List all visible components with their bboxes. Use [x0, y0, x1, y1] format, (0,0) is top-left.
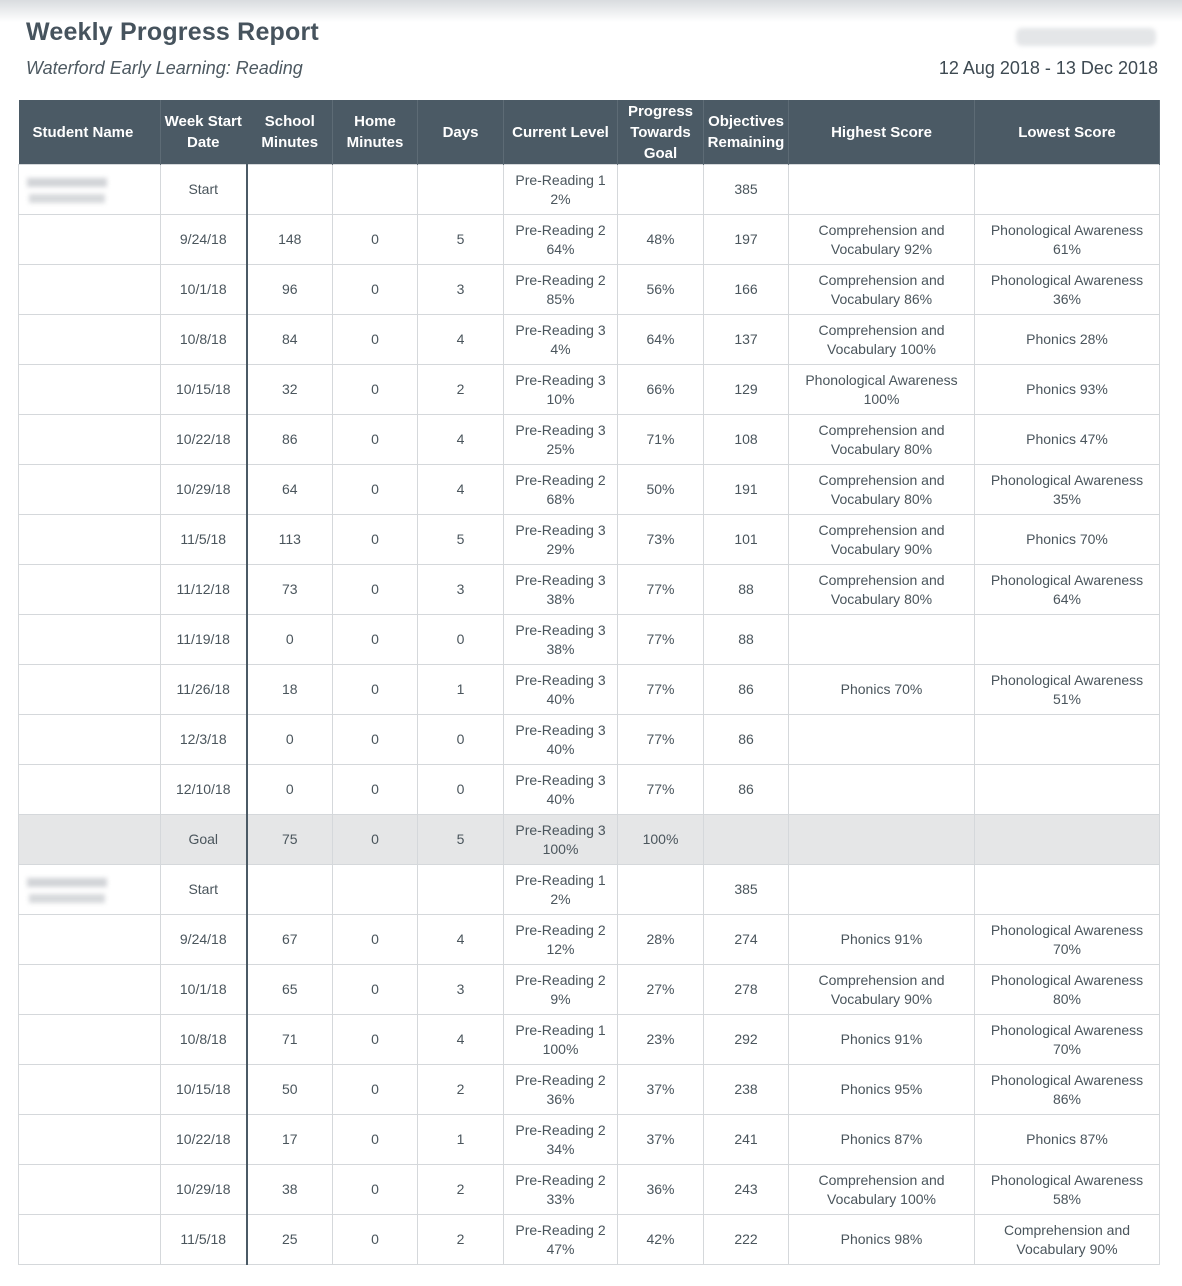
school-minutes-cell: 0 [247, 765, 333, 815]
week-start-date-cell: 11/19/18 [161, 615, 247, 665]
highest-score-cell: Phonics 87% [789, 1115, 975, 1165]
days-cell: 5 [418, 815, 504, 865]
days-cell: 4 [418, 415, 504, 465]
current-level-cell: Pre-Reading 3 29% [504, 515, 618, 565]
school-minutes-cell: 18 [247, 665, 333, 715]
home-minutes-cell: 0 [333, 365, 418, 415]
week-start-date-cell: Goal [161, 815, 247, 865]
lowest-score-cell: Phonological Awareness 86% [975, 1065, 1160, 1115]
lowest-score-cell: Phonics 70% [975, 515, 1160, 565]
week-start-date-cell: 11/12/18 [161, 565, 247, 615]
progress-towards-goal-cell: 77% [618, 565, 704, 615]
highest-score-cell: Phonics 98% [789, 1215, 975, 1265]
column-header-student-name[interactable]: Student Name [19, 100, 161, 165]
highest-score-cell [789, 865, 975, 915]
current-level-cell: Pre-Reading 3 40% [504, 665, 618, 715]
student-name-cell [19, 315, 161, 365]
days-cell: 3 [418, 265, 504, 315]
redacted-student-name [27, 174, 111, 206]
progress-towards-goal-cell: 23% [618, 1015, 704, 1065]
objectives-remaining-cell: 385 [704, 165, 789, 215]
home-minutes-cell: 0 [333, 1015, 418, 1065]
table-row [19, 1015, 1160, 1065]
week-start-date-cell: 12/10/18 [161, 765, 247, 815]
lowest-score-cell: Phonics 28% [975, 315, 1160, 365]
school-minutes-cell: 64 [247, 465, 333, 515]
current-level-cell: Pre-Reading 2 85% [504, 265, 618, 315]
table-row [19, 265, 1160, 315]
current-level-cell: Pre-Reading 2 9% [504, 965, 618, 1015]
progress-towards-goal-cell: 36% [618, 1165, 704, 1215]
school-minutes-cell: 32 [247, 365, 333, 415]
report-subtitle: Waterford Early Learning: Reading [26, 58, 303, 78]
highest-score-cell [789, 815, 975, 865]
progress-towards-goal-cell: 64% [618, 315, 704, 365]
days-cell: 3 [418, 965, 504, 1015]
current-level-cell: Pre-Reading 3 38% [504, 615, 618, 665]
home-minutes-cell: 0 [333, 715, 418, 765]
highest-score-cell: Comprehension and Vocabulary 90% [789, 965, 975, 1015]
table-row [19, 465, 1160, 515]
lowest-score-cell: Phonological Awareness 80% [975, 965, 1160, 1015]
days-cell: 5 [418, 515, 504, 565]
lowest-score-cell: Phonological Awareness 58% [975, 1165, 1160, 1215]
table-row [19, 1115, 1160, 1165]
progress-towards-goal-cell: 77% [618, 715, 704, 765]
student-name-cell [19, 915, 161, 965]
home-minutes-cell: 0 [333, 1065, 418, 1115]
objectives-remaining-cell [704, 815, 789, 865]
progress-towards-goal-cell: 42% [618, 1215, 704, 1265]
student-name-cell [19, 165, 161, 215]
current-level-cell: Pre-Reading 3 100% [504, 815, 618, 865]
table-row [19, 315, 1160, 365]
lowest-score-cell [975, 865, 1160, 915]
student-name-cell [19, 265, 161, 315]
table-header-row [19, 100, 1160, 165]
days-cell: 2 [418, 1065, 504, 1115]
school-minutes-cell: 71 [247, 1015, 333, 1065]
progress-towards-goal-cell: 77% [618, 665, 704, 715]
school-minutes-cell: 84 [247, 315, 333, 365]
objectives-remaining-cell: 137 [704, 315, 789, 365]
current-level-cell: Pre-Reading 2 36% [504, 1065, 618, 1115]
school-minutes-cell [247, 165, 333, 215]
highest-score-cell: Comprehension and Vocabulary 90% [789, 515, 975, 565]
highest-score-cell: Phonics 95% [789, 1065, 975, 1115]
objectives-remaining-cell: 238 [704, 1065, 789, 1115]
home-minutes-cell: 0 [333, 565, 418, 615]
week-start-date-cell: 10/15/18 [161, 365, 247, 415]
objectives-remaining-cell: 292 [704, 1015, 789, 1065]
highest-score-cell: Comprehension and Vocabulary 80% [789, 465, 975, 515]
home-minutes-cell: 0 [333, 1165, 418, 1215]
objectives-remaining-cell: 88 [704, 565, 789, 615]
progress-towards-goal-cell: 71% [618, 415, 704, 465]
lowest-score-cell: Phonological Awareness 70% [975, 1015, 1160, 1065]
home-minutes-cell: 0 [333, 515, 418, 565]
school-minutes-cell: 67 [247, 915, 333, 965]
home-minutes-cell: 0 [333, 265, 418, 315]
week-start-date-cell: 10/1/18 [161, 265, 247, 315]
highest-score-cell [789, 765, 975, 815]
lowest-score-cell: Comprehension and Vocabulary 90% [975, 1215, 1160, 1265]
student-name-cell [19, 415, 161, 465]
home-minutes-cell: 0 [333, 915, 418, 965]
objectives-remaining-cell: 166 [704, 265, 789, 315]
week-start-date-cell: 10/8/18 [161, 315, 247, 365]
student-name-cell [19, 765, 161, 815]
home-minutes-cell: 0 [333, 1215, 418, 1265]
highest-score-cell: Comprehension and Vocabulary 92% [789, 215, 975, 265]
days-cell: 4 [418, 315, 504, 365]
student-name-cell [19, 965, 161, 1015]
column-header-current-level[interactable]: Current Level [504, 100, 618, 165]
home-minutes-cell: 0 [333, 765, 418, 815]
week-start-date-cell: Start [161, 165, 247, 215]
current-level-cell: Pre-Reading 2 47% [504, 1215, 618, 1265]
progress-table [18, 100, 1160, 1265]
progress-towards-goal-cell: 48% [618, 215, 704, 265]
home-minutes-cell: 0 [333, 1115, 418, 1165]
student-name-cell [19, 1165, 161, 1215]
home-minutes-cell: 0 [333, 965, 418, 1015]
school-minutes-cell: 113 [247, 515, 333, 565]
progress-towards-goal-cell: 27% [618, 965, 704, 1015]
student-name-cell [19, 665, 161, 715]
progress-towards-goal-cell: 100% [618, 815, 704, 865]
table-row [19, 365, 1160, 415]
highest-score-cell [789, 165, 975, 215]
highest-score-cell: Comprehension and Vocabulary 80% [789, 415, 975, 465]
week-start-date-cell: 10/1/18 [161, 965, 247, 1015]
school-minutes-cell: 86 [247, 415, 333, 465]
days-cell: 1 [418, 1115, 504, 1165]
objectives-remaining-cell: 86 [704, 765, 789, 815]
student-name-cell [19, 1015, 161, 1065]
current-level-cell: Pre-Reading 2 33% [504, 1165, 618, 1215]
objectives-remaining-cell: 241 [704, 1115, 789, 1165]
days-cell: 2 [418, 1215, 504, 1265]
column-header-highest-score[interactable]: Highest Score [789, 100, 975, 165]
table-body [19, 165, 1160, 1265]
school-minutes-cell: 38 [247, 1165, 333, 1215]
progress-towards-goal-cell: 77% [618, 615, 704, 665]
highest-score-cell: Phonological Awareness 100% [789, 365, 975, 415]
objectives-remaining-cell: 86 [704, 715, 789, 765]
days-cell [418, 865, 504, 915]
home-minutes-cell: 0 [333, 815, 418, 865]
highest-score-cell [789, 615, 975, 665]
lowest-score-cell [975, 815, 1160, 865]
table-row [19, 215, 1160, 265]
objectives-remaining-cell: 101 [704, 515, 789, 565]
week-start-date-cell: 10/15/18 [161, 1065, 247, 1115]
highest-score-cell: Phonics 91% [789, 1015, 975, 1065]
objectives-remaining-cell: 278 [704, 965, 789, 1015]
student-name-cell [19, 715, 161, 765]
school-minutes-cell: 65 [247, 965, 333, 1015]
progress-towards-goal-cell: 37% [618, 1065, 704, 1115]
current-level-cell: Pre-Reading 1 2% [504, 865, 618, 915]
week-start-date-cell: 11/5/18 [161, 515, 247, 565]
days-cell: 3 [418, 565, 504, 615]
days-cell: 5 [418, 215, 504, 265]
current-level-cell: Pre-Reading 2 64% [504, 215, 618, 265]
student-name-cell [19, 215, 161, 265]
objectives-remaining-cell: 191 [704, 465, 789, 515]
home-minutes-cell: 0 [333, 215, 418, 265]
lowest-score-cell: Phonological Awareness 35% [975, 465, 1160, 515]
current-level-cell: Pre-Reading 3 25% [504, 415, 618, 465]
student-name-cell [19, 1115, 161, 1165]
student-name-cell [19, 615, 161, 665]
school-minutes-cell: 75 [247, 815, 333, 865]
week-start-date-cell: 10/29/18 [161, 1165, 247, 1215]
school-minutes-cell: 50 [247, 1065, 333, 1115]
current-level-cell: Pre-Reading 3 38% [504, 565, 618, 615]
student-name-cell [19, 815, 161, 865]
week-start-date-cell: 10/22/18 [161, 1115, 247, 1165]
week-start-date-cell: 11/5/18 [161, 1215, 247, 1265]
current-level-cell: Pre-Reading 3 4% [504, 315, 618, 365]
current-level-cell: Pre-Reading 3 40% [504, 715, 618, 765]
home-minutes-cell: 0 [333, 465, 418, 515]
home-minutes-cell: 0 [333, 665, 418, 715]
lowest-score-cell [975, 715, 1160, 765]
progress-towards-goal-cell [618, 165, 704, 215]
progress-towards-goal-cell: 73% [618, 515, 704, 565]
school-minutes-cell: 17 [247, 1115, 333, 1165]
days-cell: 0 [418, 765, 504, 815]
highest-score-cell: Phonics 70% [789, 665, 975, 715]
days-cell: 2 [418, 1165, 504, 1215]
objectives-remaining-cell: 222 [704, 1215, 789, 1265]
objectives-remaining-cell: 243 [704, 1165, 789, 1215]
week-start-date-cell: 10/8/18 [161, 1015, 247, 1065]
student-name-cell [19, 365, 161, 415]
progress-towards-goal-cell [618, 865, 704, 915]
table-row [19, 915, 1160, 965]
home-minutes-cell [333, 165, 418, 215]
days-cell [418, 165, 504, 215]
current-level-cell: Pre-Reading 2 34% [504, 1115, 618, 1165]
objectives-remaining-cell: 108 [704, 415, 789, 465]
school-minutes-cell: 25 [247, 1215, 333, 1265]
week-start-date-cell: 11/26/18 [161, 665, 247, 715]
objectives-remaining-cell: 385 [704, 865, 789, 915]
column-header-week-start-date[interactable]: Week Start Date [161, 100, 247, 165]
table-row [19, 765, 1160, 815]
week-start-date-cell: 10/29/18 [161, 465, 247, 515]
table-row [19, 565, 1160, 615]
days-cell: 0 [418, 715, 504, 765]
student-name-cell [19, 565, 161, 615]
progress-towards-goal-cell: 50% [618, 465, 704, 515]
highest-score-cell: Comprehension and Vocabulary 100% [789, 315, 975, 365]
table-row [19, 415, 1160, 465]
highest-score-cell: Phonics 91% [789, 915, 975, 965]
redacted-student-name [27, 874, 111, 906]
lowest-score-cell: Phonics 87% [975, 1115, 1160, 1165]
table-row [19, 515, 1160, 565]
lowest-score-cell: Phonics 93% [975, 365, 1160, 415]
table-row [19, 1065, 1160, 1115]
highest-score-cell: Comprehension and Vocabulary 80% [789, 565, 975, 615]
school-minutes-cell: 0 [247, 715, 333, 765]
school-minutes-cell [247, 865, 333, 915]
days-cell: 4 [418, 915, 504, 965]
progress-towards-goal-cell: 28% [618, 915, 704, 965]
table-row [19, 715, 1160, 765]
table-row [19, 1215, 1160, 1265]
lowest-score-cell: Phonological Awareness 61% [975, 215, 1160, 265]
current-level-cell: Pre-Reading 2 68% [504, 465, 618, 515]
objectives-remaining-cell: 129 [704, 365, 789, 415]
school-minutes-cell: 96 [247, 265, 333, 315]
highest-score-cell [789, 715, 975, 765]
student-name-cell [19, 1065, 161, 1115]
objectives-remaining-cell: 274 [704, 915, 789, 965]
lowest-score-cell: Phonological Awareness 36% [975, 265, 1160, 315]
week-start-date-cell: 10/22/18 [161, 415, 247, 465]
column-header-days[interactable]: Days [418, 100, 504, 165]
week-start-date-cell: 9/24/18 [161, 915, 247, 965]
week-start-date-cell: 9/24/18 [161, 215, 247, 265]
home-minutes-cell: 0 [333, 615, 418, 665]
column-header-home-minutes[interactable]: Home Minutes [333, 100, 418, 165]
progress-towards-goal-cell: 66% [618, 365, 704, 415]
goal-row [19, 815, 1160, 865]
lowest-score-cell: Phonological Awareness 51% [975, 665, 1160, 715]
table-row [19, 165, 1160, 215]
school-minutes-cell: 0 [247, 615, 333, 665]
table-row [19, 665, 1160, 715]
highest-score-cell: Comprehension and Vocabulary 100% [789, 1165, 975, 1215]
week-start-date-cell: 12/3/18 [161, 715, 247, 765]
current-level-cell: Pre-Reading 3 40% [504, 765, 618, 815]
objectives-remaining-cell: 88 [704, 615, 789, 665]
days-cell: 1 [418, 665, 504, 715]
week-start-date-cell: Start [161, 865, 247, 915]
days-cell: 0 [418, 615, 504, 665]
home-minutes-cell: 0 [333, 415, 418, 465]
lowest-score-cell: Phonics 47% [975, 415, 1160, 465]
lowest-score-cell [975, 165, 1160, 215]
lowest-score-cell [975, 765, 1160, 815]
objectives-remaining-cell: 197 [704, 215, 789, 265]
current-level-cell: Pre-Reading 1 2% [504, 165, 618, 215]
current-level-cell: Pre-Reading 3 10% [504, 365, 618, 415]
column-header-objectives-remaining[interactable]: Objectives Remaining [704, 100, 789, 165]
days-cell: 4 [418, 465, 504, 515]
lowest-score-cell: Phonological Awareness 70% [975, 915, 1160, 965]
highest-score-cell: Comprehension and Vocabulary 86% [789, 265, 975, 315]
student-name-cell [19, 465, 161, 515]
days-cell: 4 [418, 1015, 504, 1065]
table-row [19, 615, 1160, 665]
lowest-score-cell: Phonological Awareness 64% [975, 565, 1160, 615]
objectives-remaining-cell: 86 [704, 665, 789, 715]
school-minutes-cell: 73 [247, 565, 333, 615]
student-name-cell [19, 515, 161, 565]
report-title: Weekly Progress Report [26, 18, 319, 46]
table-row [19, 865, 1160, 915]
school-minutes-cell: 148 [247, 215, 333, 265]
date-range: 12 Aug 2018 - 13 Dec 2018 [938, 58, 1158, 78]
current-level-cell: Pre-Reading 2 12% [504, 915, 618, 965]
home-minutes-cell: 0 [333, 315, 418, 365]
column-header-school-minutes[interactable]: School Minutes [247, 100, 333, 165]
progress-towards-goal-cell: 37% [618, 1115, 704, 1165]
student-name-cell [19, 865, 161, 915]
table-row [19, 965, 1160, 1015]
column-header-lowest-score[interactable]: Lowest Score [975, 100, 1160, 165]
table-row [19, 1165, 1160, 1215]
progress-towards-goal-cell: 77% [618, 765, 704, 815]
column-header-progress-towards-goal[interactable]: Progress Towards Goal [618, 100, 704, 165]
days-cell: 2 [418, 365, 504, 415]
progress-towards-goal-cell: 56% [618, 265, 704, 315]
home-minutes-cell [333, 865, 418, 915]
lowest-score-cell [975, 615, 1160, 665]
current-level-cell: Pre-Reading 1 100% [504, 1015, 618, 1065]
redacted-user-name [1016, 28, 1156, 46]
student-name-cell [19, 1215, 161, 1265]
